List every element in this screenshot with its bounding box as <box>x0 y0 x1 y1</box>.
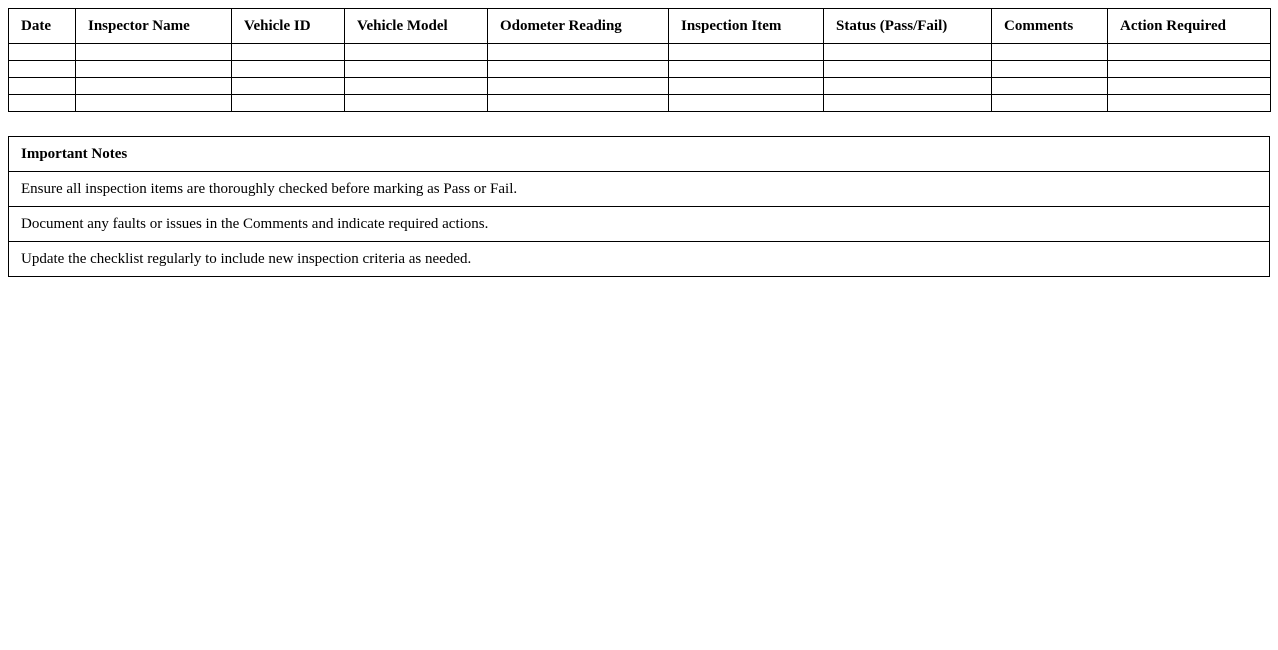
table-cell[interactable] <box>669 95 824 112</box>
table-cell[interactable] <box>992 95 1108 112</box>
table-cell[interactable] <box>345 78 488 95</box>
note-row <box>9 207 1270 242</box>
table-cell[interactable] <box>76 61 232 78</box>
table-cell[interactable] <box>488 78 669 95</box>
table-cell[interactable] <box>76 78 232 95</box>
table-cell[interactable] <box>824 61 992 78</box>
inspection-checklist-table <box>8 8 1271 112</box>
table-cell[interactable] <box>824 95 992 112</box>
header-row <box>9 9 1271 44</box>
column-header-inspection-item: Inspection Item <box>669 9 824 44</box>
important-notes-table <box>8 136 1270 277</box>
table-cell[interactable] <box>1108 61 1271 78</box>
table-cell[interactable] <box>1108 78 1271 95</box>
table-cell[interactable] <box>345 61 488 78</box>
table-cell[interactable] <box>232 78 345 95</box>
column-header-vehicle-id: Vehicle ID <box>232 9 345 44</box>
note-row <box>9 242 1270 277</box>
table-cell[interactable] <box>232 95 345 112</box>
table-cell[interactable] <box>9 61 76 78</box>
table-cell[interactable] <box>669 78 824 95</box>
column-header-odometer-reading: Odometer Reading <box>488 9 669 44</box>
table-cell[interactable] <box>992 61 1108 78</box>
notes-heading: Important Notes <box>9 137 1270 172</box>
table-cell[interactable] <box>345 44 488 61</box>
note-text: Update the checklist regularly to include new inspection criteria as needed. <box>9 242 1270 277</box>
column-header-status: Status (Pass/Fail) <box>824 9 992 44</box>
table-cell[interactable] <box>488 95 669 112</box>
table-row <box>9 61 1271 78</box>
table-cell[interactable] <box>669 61 824 78</box>
note-row <box>9 172 1270 207</box>
table-cell[interactable] <box>76 44 232 61</box>
table-cell[interactable] <box>824 78 992 95</box>
column-header-vehicle-model: Vehicle Model <box>345 9 488 44</box>
table-cell[interactable] <box>669 44 824 61</box>
table-cell[interactable] <box>488 44 669 61</box>
column-header-action-required: Action Required <box>1108 9 1271 44</box>
notes-header-row <box>9 137 1270 172</box>
table-row <box>9 95 1271 112</box>
note-text: Ensure all inspection items are thoroughly checked before marking as Pass or Fail. <box>9 172 1270 207</box>
table-cell[interactable] <box>824 44 992 61</box>
table-cell[interactable] <box>9 44 76 61</box>
table-cell[interactable] <box>76 95 232 112</box>
table-cell[interactable] <box>345 95 488 112</box>
note-text: Document any faults or issues in the Comments and indicate required actions. <box>9 207 1270 242</box>
table-cell[interactable] <box>1108 44 1271 61</box>
table-cell[interactable] <box>9 78 76 95</box>
column-header-date: Date <box>9 9 76 44</box>
table-cell[interactable] <box>9 95 76 112</box>
table-row <box>9 44 1271 61</box>
document-page <box>8 8 1270 277</box>
table-cell[interactable] <box>992 78 1108 95</box>
table-row <box>9 78 1271 95</box>
table-cell[interactable] <box>992 44 1108 61</box>
column-header-comments: Comments <box>992 9 1108 44</box>
table-cell[interactable] <box>232 61 345 78</box>
table-cell[interactable] <box>488 61 669 78</box>
table-cell[interactable] <box>1108 95 1271 112</box>
table-cell[interactable] <box>232 44 345 61</box>
column-header-inspector-name: Inspector Name <box>76 9 232 44</box>
